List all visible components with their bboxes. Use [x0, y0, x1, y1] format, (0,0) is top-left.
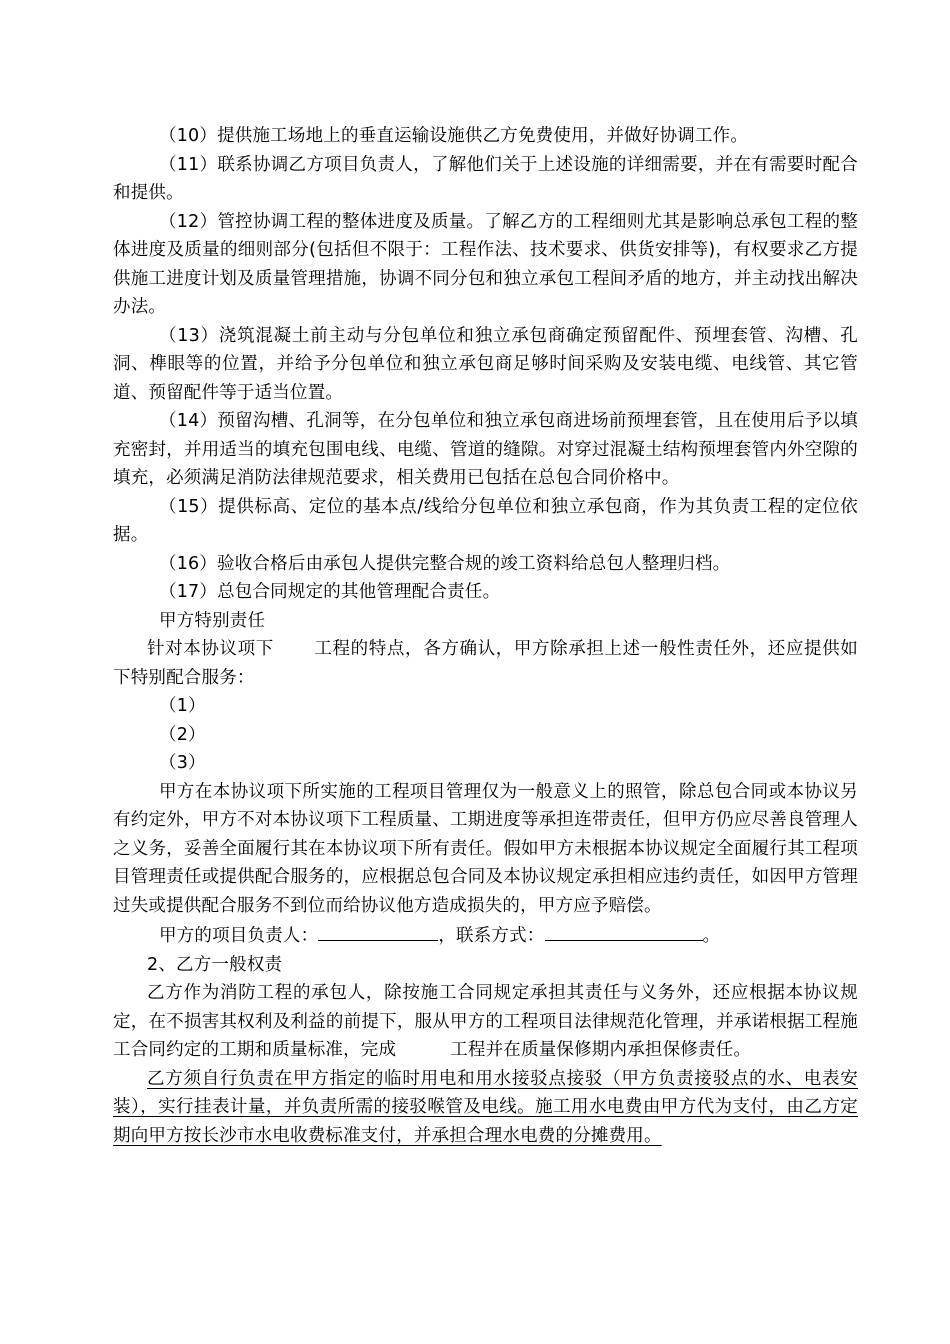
document-body [113, 122, 858, 1150]
utilities-paragraph: 乙方须自行负责在甲方指定的临时用电和用水接驳点接驳（甲方负责接驳点的水、电表安装），实行挂表计量，并负责所需的接驳喉管及电线。施工用水电费由甲方代为支付，由乙方定期向甲方按长沙市水电收费标准支付，并承担合理水电费的分摊费用。 [113, 1068, 858, 1146]
paragraph-12: （12）管控协调工程的整体进度及质量。了解乙方的工程细则尤其是影响总承包工程的整体进度及质量的细则部分(包括但不限于：工程作法、技术要求、供货安排等)，有权要求乙方提供施工进度计划及质量管理措施，协调不同分包和独立承包工程间矛盾的地方，并主动找出解决办法。 [113, 211, 858, 317]
paragraph-17: （17）总包合同规定的其他管理配合责任。 [159, 582, 501, 602]
paragraph-10: （10）提供施工场地上的垂直运输设施供乙方免费使用，并做好协调工作。 [159, 126, 749, 146]
special-intro-part-b: 工程的特点，各方确认，甲方除承担上述一般性责任外，还应提供如下特别配合服务： [113, 639, 858, 688]
paragraph-16: （16）验收合格后由承包人提供完整合规的竣工资料给总包人整理归档。 [159, 553, 731, 574]
section-2-heading: 2、乙方一般权责 [147, 954, 283, 975]
special-responsibility-intro [113, 635, 858, 692]
paragraph-14: （14）预留沟槽、孔洞等，在分包单位和独立承包商进场前预埋套管，且在使用后予以填充密封，并用适当的填充包围电线、电缆、管道的缝隙。对穿过混凝土结构预埋套管内外空隙的填充，必须满足消防法律规范要求，相关费用已包括在总包合同价格中。 [113, 411, 858, 488]
special-intro-part-a: 针对本协议项下 [147, 639, 274, 659]
special-item-1: （1） [159, 696, 206, 716]
contact-label: 甲方的项目负责人： [159, 926, 319, 946]
contact-method-label: ，联系方式： [438, 926, 545, 946]
paragraph-13: （13）浇筑混凝土前主动与分包单位和独立承包商确定预留配件、预埋套管、沟槽、孔洞、榫眼等的位置，并给予分包单位和独立承包商足够时间采购及安装电缆、电线管、其它管道、预留配件等于适当位置。 [113, 325, 858, 403]
contact-end: 。 [702, 926, 721, 946]
party-a-contact-line [113, 920, 858, 951]
project-lead-blank [318, 920, 438, 941]
management-scope-paragraph: 甲方在本协议项下所实施的工程项目管理仅为一般意义上的照管，除总包合同或本协议另有约定外，甲方不对本协议项下工程质量、工期进度等承担连带责任，但甲方仍应尽善良管理人之义务，妥善全面履行其在本协议项下所有责任。假如甲方未根据本协议规定全面履行其工程项目管理责任或提供配合服务的，应根据总包合同及本协议规定承担相应违约责任，如因甲方管理过失或提供配合服务不到位而给协议他方造成损失的，甲方应予赔偿。 [113, 781, 858, 916]
special-item-3: （3） [159, 753, 206, 773]
party-b-part-b: 工程并在质量保修期内承担保修责任。 [450, 1040, 752, 1060]
party-b-part-a: 乙方作为消防工程的承包人，除按施工合同规定承担其责任与义务外，还应根据本协议规定，在不损害其权利及利益的前提下，服从甲方的工程项目法律规范化管理，并承诺根据工程施工合同约定的工期和质量标准，完成 [113, 983, 858, 1060]
special-responsibility-heading: 甲方特别责任 [159, 610, 266, 631]
party-b-general-paragraph [113, 979, 858, 1065]
contact-method-blank [545, 920, 703, 941]
special-item-2: （2） [159, 724, 206, 745]
paragraph-15: （15）提供标高、定位的基本点/线给分包单位和独立承包商，作为其负责工程的定位依据。 [113, 496, 858, 545]
paragraph-11: （11）联系协调乙方项目负责人，了解他们关于上述设施的详细需要，并在有需要时配合和提供。 [113, 154, 858, 203]
